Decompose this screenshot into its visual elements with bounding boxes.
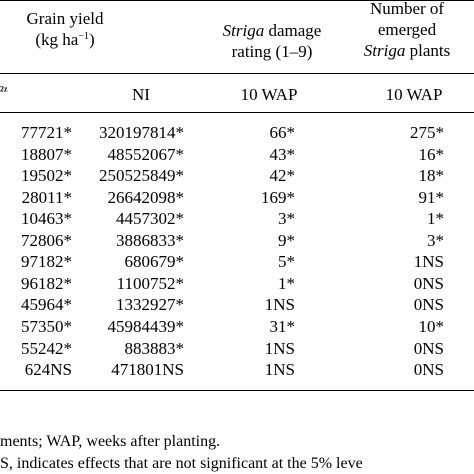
footnote-line-2: S, indicates effects that are not significant at the 5% leve (0, 455, 363, 472)
table-cell-col3: 1* (278, 273, 295, 293)
table-cell-col2: 471801NS (111, 360, 184, 380)
header-striga-damage (212, 22, 332, 60)
table-cell-col2: 320197814* (99, 123, 184, 142)
table-cell-col1: 28011* (21, 187, 72, 207)
table-cell-col1: 97182* (21, 252, 72, 272)
table-cell-col4: 18* (418, 166, 444, 186)
subheader-left-text: ²ᶻ (0, 83, 8, 98)
subheader-rule (0, 112, 474, 113)
table-cell-col1: 19502* (21, 166, 72, 186)
table-cell-col3: 3* (278, 209, 295, 229)
table-cell-col3: 42* (269, 166, 295, 186)
table-cell-col3: 9* (278, 230, 295, 250)
table-cell-col4: 0NS (413, 338, 444, 358)
table-cell-col2: 48552067* (107, 144, 184, 164)
table-cell-col3: 66* (269, 123, 295, 142)
table-cell-col1: 57350* (21, 316, 72, 336)
table-cell-col4: 0NS (413, 273, 444, 293)
emerged-striga-italic: Striga (363, 41, 406, 60)
footnote-line-1: ments; WAP, weeks after planting. (0, 433, 221, 450)
striga-damage-rest: damage (264, 21, 322, 40)
table-cell-col1: 624NS (24, 360, 72, 380)
header-emerged-line2: emerged (377, 20, 437, 39)
table-cell-col3: 31* (269, 316, 295, 336)
subheader-wap-2: 10 WAP (385, 85, 443, 104)
table-cell-col2: 26642098* (107, 187, 184, 207)
header-emerged (340, 0, 474, 59)
table-cell-col4: 1* (427, 209, 444, 229)
unit-post: ) (88, 30, 95, 49)
unit-pre: (kg ha (35, 30, 79, 49)
table-cell-col3: 1NS (264, 338, 295, 358)
table-cell-col4: 10* (418, 316, 444, 336)
table-cell-col3: 1NS (264, 360, 295, 380)
header-striga-damage-line1 (212, 22, 332, 39)
unit-sup: −1 (78, 31, 89, 42)
table-cell-col2: 45984439* (107, 316, 184, 336)
header-grain-yield (0, 10, 130, 48)
table-cell-col1: 45964* (21, 295, 72, 315)
table-cell-col1: 72806* (21, 230, 72, 250)
table-cell-col4: 0NS (413, 295, 444, 315)
table-cell-col1: 18807* (21, 144, 72, 164)
table-cell-col4: 1NS (413, 252, 444, 272)
table-cell-col2: 1332927* (116, 295, 184, 315)
header-striga-damage-line2: rating (1–9) (231, 42, 313, 61)
header-grain-yield-line1: Grain yield (26, 9, 104, 28)
table-cell-col2: 3886833* (116, 230, 184, 250)
table-cell-col4: 91* (418, 187, 444, 207)
table-cell-col2: 680679* (124, 252, 184, 272)
table-cell-col2: 1100752* (116, 273, 184, 293)
table-cell-col4: 16* (418, 144, 444, 164)
striga-italic: Striga (222, 21, 265, 40)
table-cell-col1: 96182* (21, 273, 72, 293)
subheader-left (0, 84, 8, 97)
header-rule (0, 73, 474, 74)
table-cell-col4: 0NS (413, 360, 444, 380)
emerged-plants-rest: plants (405, 41, 451, 60)
table-cell-col3: 43* (269, 144, 295, 164)
table-cell-col1: 10463* (21, 209, 72, 229)
table-cell-col3: 1NS (264, 295, 295, 315)
bottom-rule (0, 390, 474, 391)
table-cell-col3: 5* (278, 252, 295, 272)
table-cell-col2: 4457302* (116, 209, 184, 229)
table-cell-col1: 77721* (21, 123, 72, 142)
header-grain-yield-line2 (0, 31, 130, 48)
header-emerged-line3 (340, 42, 474, 59)
table-cell-col4: 275* (410, 123, 444, 142)
subheader-wap-1: 10 WAP (240, 85, 298, 104)
table-cell-col4: 3* (427, 230, 444, 250)
table-cell-col2: 250525849* (99, 166, 184, 186)
subheader-ni: NI (132, 85, 150, 104)
header-emerged-line1: Number of (369, 0, 445, 18)
table-cell-col1: 55242* (21, 338, 72, 358)
table-cell-col3: 169* (261, 187, 295, 207)
table-cell-col2: 883883* (124, 338, 184, 358)
